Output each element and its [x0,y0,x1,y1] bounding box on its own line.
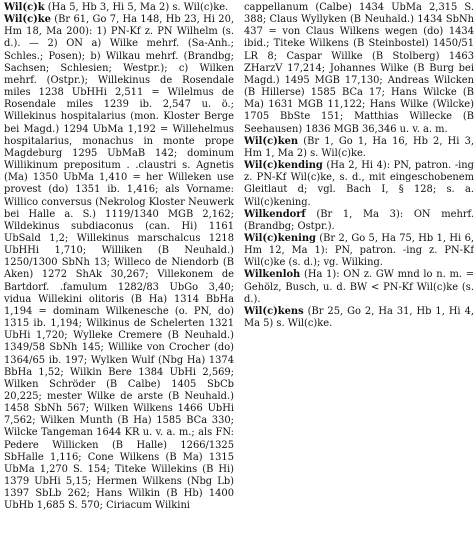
dictionary-entry [244,136,474,160]
entry-text: (Ha 2, Hi 4): PN, patron. -ing z. PN-Kf Wil(c)ke, s. d., mit eingeschobenem Gleitlaut d; vgl. Bach I, § 128; s. a. Wil(c)kening. [244,160,474,208]
entry-headword: Wilkenloh [244,269,301,281]
dictionary-entry [244,306,474,330]
entry-headword: Wil(c)kending [244,160,323,172]
dictionary-entry [244,233,474,269]
left-column [4,2,234,513]
dictionary-entry [244,209,474,233]
entry-text: (Br 1, Go 1, Ha 16, Hb 2, Hi 3, Hm 1, Ma 2) s. Wil(c)ke. [244,135,474,159]
entry-headword: Wil(c)kens [244,305,304,317]
entry-text: (Ha 5, Hb 3, Hi 5, Ma 2) s. Wil(c)ke. [44,2,229,13]
entry-text: (Br 61, Go 7, Ha 148, Hb 23, Hi 20, Hm 18, Ma 200): 1) PN-Kf z. PN Wilhelm (s. d.). — 2) ON a) Wilke mehrf. (Sa-Anh.; Schles.; Posen); b) Wilkau mehrf. (Brandbg; Sachsen; Schlesien; Westpr.); c) Wilken mehrf. (Ostpr.); Willekinus de Rosendale miles 1238 UbHHi 2,511 = Wilelmus de Rosendale miles 1239 ib. 2,547 u. ö.; Willekinus hospitalarius (mon. Kloster Berge bei Magd.) 1294 UbMa 1,192 = Willehelmus hospitalarius, monachus in monte prope Magdeburg 1295 UbMaB 142; dominum Willikinum prepositum . .claustri s. Agnetis (Ma) 1350 UbMa 1,410 = her Willeken use provest (do) 1351 ib. 1,416; als Vorname: Willico conversus (Nekrolog Kloster Neuwerk bei Halle a. S.) 1119/1340 MGB 2,162; Wildekinus subdiaconus (can. Hi) 1161 UbSald 1,2; Willekinus marschalcus 1218 UbHHi 1,710; Williken (B Neuhald.) 1250/1300 SbNh 13; Willeco de Niendorb (B Aken) 1272 ShAk 30,267; Villekonem de Bartdorf. .famulum 1282/83 UbGo 3,40; vidua Willekini olitoris (B Ha) 1314 BbHa 1,194 = dominam Wilkenesche (o. PN, do) 1315 ib. 1,194; Wilkinus de Schelerten 1321 UbHi 1,720; Wylleke Cremere (B Neuhald.) 1349/58 SbNh 145; Willike von Crocher (do) 1364/65 ib. 197; Wylken Wulf (Nbg Ha) 1374 BbHa 1,52; Wilkin Bere 1384 UbHi 2,569; Wilken Schröder (B Calbe) 1405 SbCb 20,225; mester Wilke de arste (B Neuhald.) 1458 SbNh 567; Wilken Wilkens 1466 UbHi 7,562; Wilken Munth (B Ha) 1585 BCa 330; Wilcke Tangeman 1644 KR u. v. a. m.; als FN: Pedere Willicken (B Halle) 1266/1325 SbHalle 1,116; Cone Wilkens (B Ma) 1315 UbMa 1,270 S. 154; Titeke Willekins (B Hi) 1379 UbHi 5,15; Hermen Wilkens (Nbg Lb) 1397 SbLb 262; Hans Wilkin (B Hb) 1400 UbHb 1,685 S. 570; Ciriacum Wilkini [4,14,234,512]
entry-text: (Br 25, Go 2, Ha 31, Hb 1, Hi 4, Ma 5) s. Wil(c)ke. [244,305,474,330]
dictionary-entry [4,2,234,14]
dictionary-entry [244,269,474,305]
entry-headword: Wilkendorf [244,208,306,220]
right-column [244,2,474,330]
entry-text: (Ha 1): ON z. GW mnd lo n. m. = Gehölz, Busch, u. d. BW < PN-Kf Wil(c)ke (s. d.). [244,269,474,305]
dictionary-entry [4,14,234,512]
entry-headword: Wil(c)kening [244,232,316,244]
entry-text: cappellanum (Calbe) 1434 UbMa 2,315 S. 388; Claus Wyllyken (B Neuhald.) 1434 SbNh 437 = von Claus Wilkens wegen (do) 1434 ibid.; Titeke Wilkens (B Steinbostel) 1450/51 LR 8; Caspar Willke (B Stolberg) 1463 ZHarzV 17,214; Johannes Wilke (B Burg bei Magd.) 1495 MGB 17,130; Andreas Wilcken (B Hillerse) 1585 BCa 17; Hans Wilcke (B Ma) 1631 MGB 11,122; Hans Wilke (Wilcke) 1705 BbSte 151; Matthias Willecke (B Seehausen) 1836 MGB 36,346 u. v. a. m. [244,2,474,135]
dictionary-entry-continuation [244,2,474,136]
entry-headword: Wil(c)ken [244,135,299,147]
entry-text: (Br 1, Ma 3): ON mehrf. (Brandbg; Ostpr.). [244,208,474,232]
entry-text: (Br 2, Go 5, Ha 75, Hb 1, Hi 6, Hm 12, Ma 1): PN, patron. -ing z. PN-Kf Wil(c)ke (s. d.); vg. Wilking. [244,232,474,269]
dictionary-entry [244,160,474,209]
entry-headword: Wil(c)ke [4,14,51,26]
entry-headword: Wil(c)k [4,2,45,13]
